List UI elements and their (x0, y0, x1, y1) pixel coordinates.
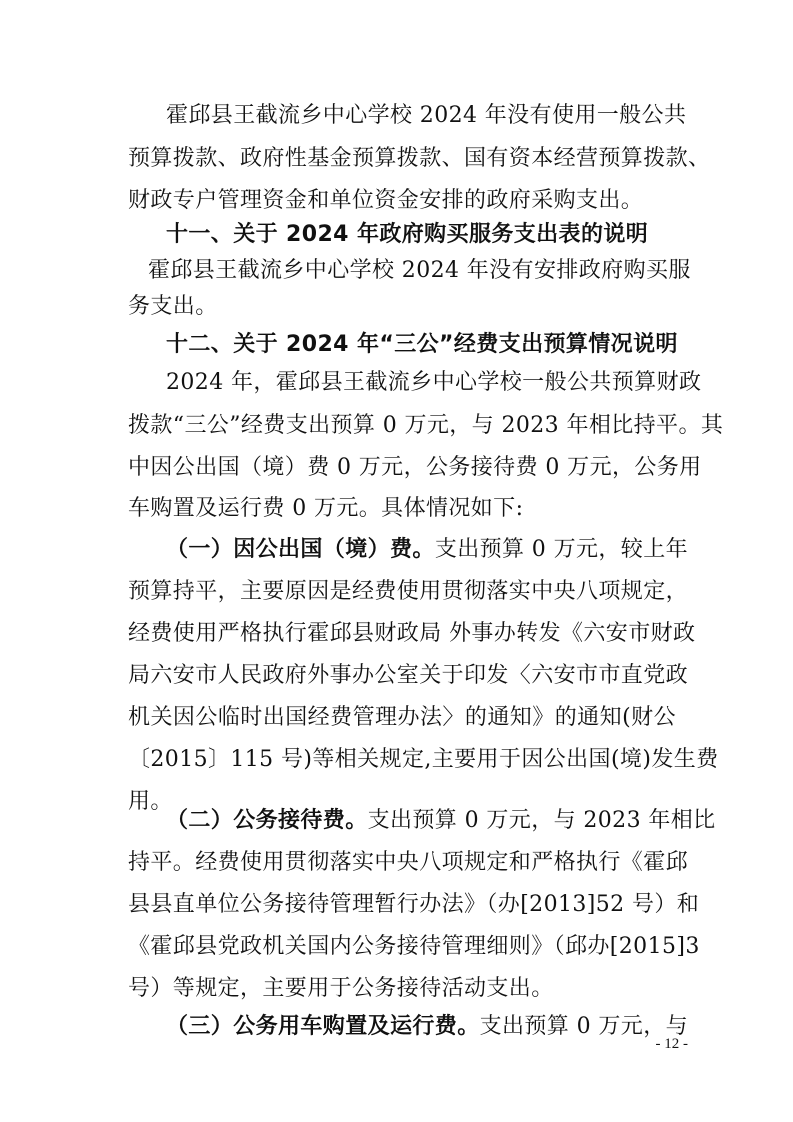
item-two-title: （二）公务接待费。 (166, 808, 368, 833)
paragraph-line: 机关因公临时出国经费管理办法〉的通知》的通知(财公 (128, 705, 676, 730)
item-two-first-line (166, 806, 716, 836)
paragraph-line: 经费使用严格执行霍邱县财政局 外事办转发《六安市财政 (128, 621, 696, 646)
paragraph-line: 用。 (128, 789, 173, 814)
item-two-text: 支出预算 0 万元，与 2023 年相比 (367, 808, 716, 833)
paragraph-line: 号）等规定，主要用于公务接待活动支出。 (128, 976, 554, 1001)
paragraph-line: 2024 年，霍邱县王截流乡中心学校一般公共预算财政 (166, 370, 702, 395)
item-three-text: 支出预算 0 万元，与 (479, 1014, 688, 1039)
item-one-text: 支出预算 0 万元，较上年 (434, 537, 688, 562)
paragraph-line: 财政专户管理资金和单位资金安排的政府采购支出。 (128, 188, 644, 213)
paragraph-line: 车购置及运行费 0 万元。具体情况如下: (128, 496, 524, 521)
paragraph-line: 霍邱县王截流乡中心学校 2024 年没有安排政府购买服 (148, 258, 691, 283)
item-three-first-line (166, 1012, 688, 1042)
paragraph-line: 拨款“三公”经费支出预算 0 万元，与 2023 年相比持平。其 (128, 413, 724, 438)
paragraph-line: 〔2015〕115 号)等相关规定,主要用于因公出国(境)发生费 (128, 747, 719, 772)
paragraph-line: 局六安市人民政府外事办公室关于印发〈六安市市直党政 (128, 663, 689, 688)
paragraph-line: 霍邱县王截流乡中心学校 2024 年没有使用一般公共 (166, 103, 687, 128)
item-three-title: （三）公务用车购置及运行费。 (166, 1014, 480, 1039)
paragraph-line: 中因公出国（境）费 0 万元，公务接待费 0 万元，公务用 (128, 455, 702, 480)
section-heading-twelve: 十二、关于 2024 年“三公”经费支出预算情况说明 (166, 332, 678, 357)
paragraph-line: 《霍邱县党政机关国内公务接待管理细则》（邱办[2015]3 (128, 934, 700, 959)
item-one-first-line (166, 535, 688, 565)
paragraph-line: 县县直单位公务接待管理暂行办法》（办[2013]52 号）和 (128, 892, 700, 917)
paragraph-line: 持平。经费使用贯彻落实中央八项规定和严格执行《霍邱 (128, 850, 689, 875)
paragraph-line: 预算拨款、政府性基金预算拨款、国有资本经营预算拨款、 (128, 146, 711, 171)
item-one-title: （一）因公出国（境）费。 (166, 537, 435, 562)
paragraph-line: 务支出。 (128, 294, 218, 319)
page-number: - 12 - (655, 1036, 688, 1052)
section-heading-eleven: 十一、关于 2024 年政府购买服务支出表的说明 (166, 222, 649, 247)
paragraph-line: 预算持平，主要原因是经费使用贯彻落实中央八项规定， (128, 579, 689, 604)
